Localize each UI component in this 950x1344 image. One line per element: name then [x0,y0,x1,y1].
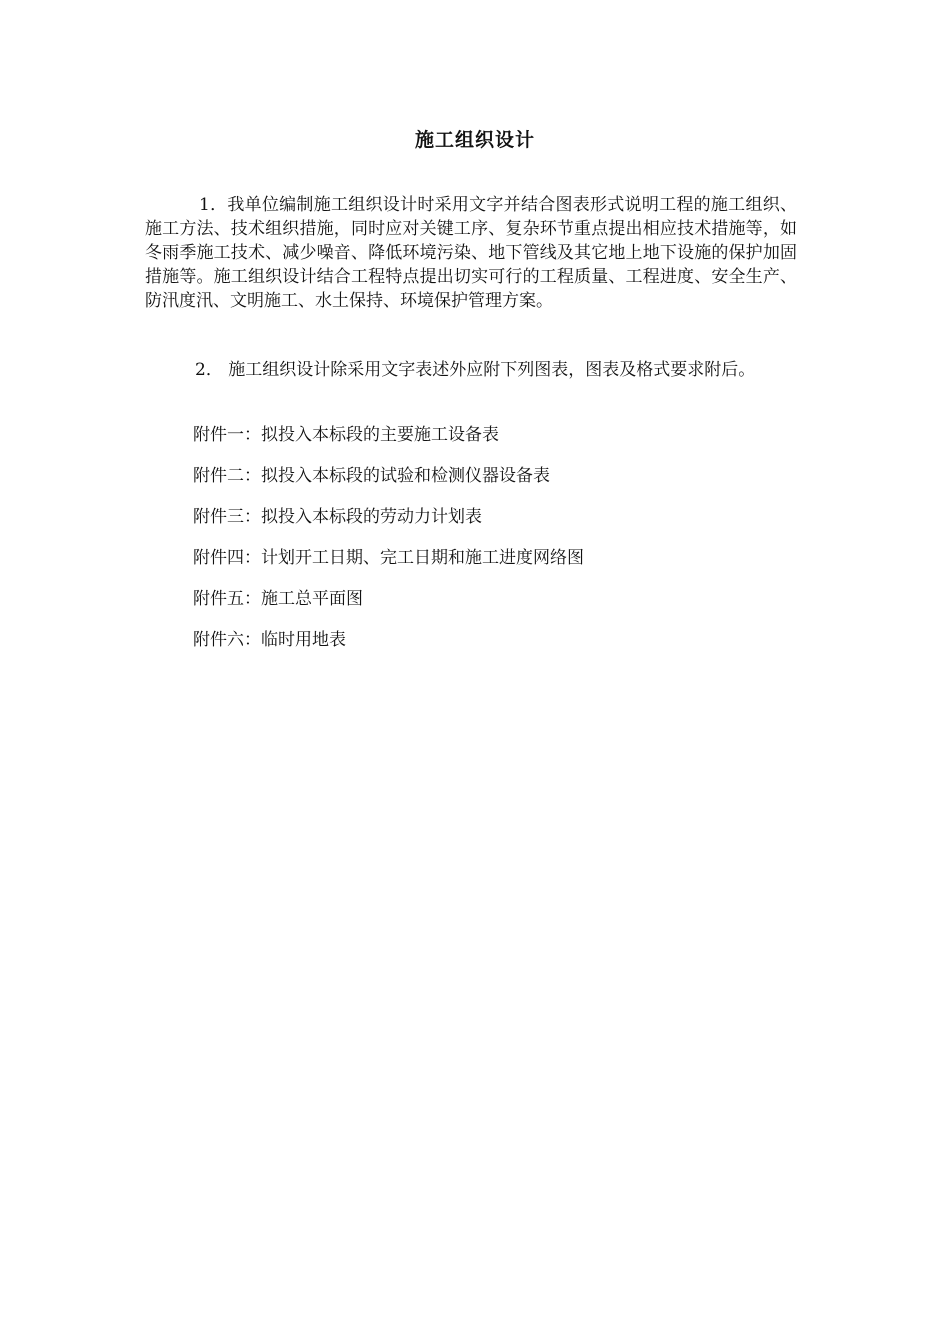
attachment-item-4: 附件四：计划开工日期、完工日期和施工进度网络图 [193,548,584,568]
attachment-item-3: 附件三：拟投入本标段的劳动力计划表 [193,507,482,527]
attachment-item-1: 附件一：拟投入本标段的主要施工设备表 [193,425,499,445]
paragraph-2: 2． 施工组织设计除采用文字表述外应附下列图表，图表及格式要求附后。 [195,360,756,380]
paragraph-1: 1．我单位编制施工组织设计时采用文字并结合图表形式说明工程的施工组织、施工方法、技术组织措施，同时应对关键工序、复杂环节重点提出相应技术措施等，如冬雨季施工技术、减少噪音、降低环境污染、地下管线及其它地上地下设施的保护加固措施等。施工组织设计结合工程特点提出切实可行的工程质量、工程进度、安全生产、防汛度汛、文明施工、水土保持、环境保护管理方案。 [145,195,797,311]
attachment-item-2: 附件二：拟投入本标段的试验和检测仪器设备表 [193,466,550,486]
attachment-item-5: 附件五：施工总平面图 [193,589,363,609]
document-title: 施工组织设计 [414,129,535,151]
attachment-list [193,423,793,669]
attachment-item-6: 附件六：临时用地表 [193,630,346,650]
